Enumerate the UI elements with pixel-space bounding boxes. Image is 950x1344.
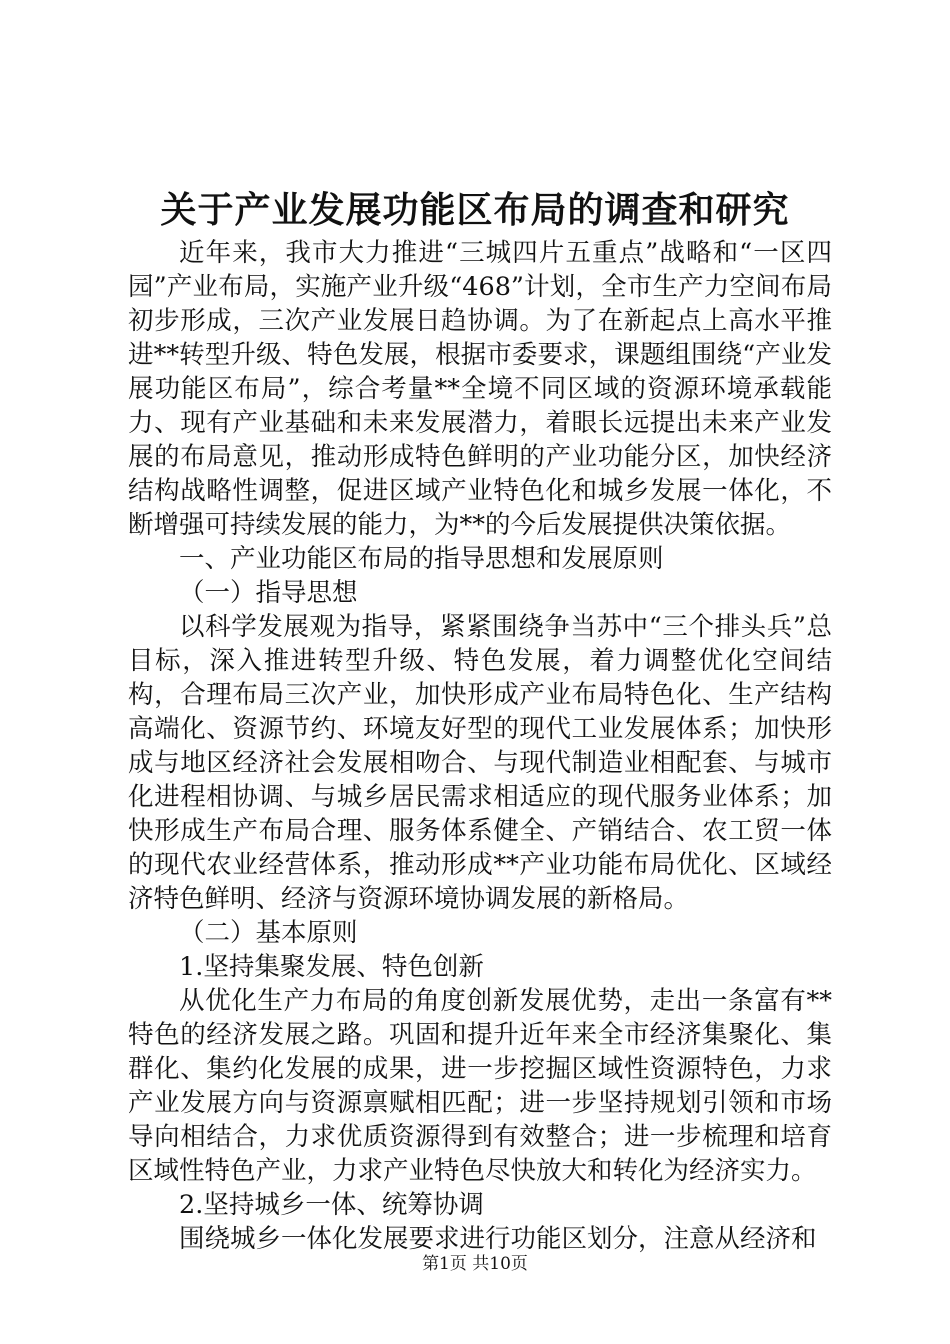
document-title: 关于产业发展功能区布局的调查和研究	[160, 189, 790, 231]
paragraph-guiding-thought: 以科学发展观为指导，紧紧围绕争当苏中“三个排头兵”总目标，深入推进转型升级、特色发展，着力调整优化空间结构，合理布局三次产业，加快形成产业布局特色化、生产结构高端化、资源节约、环境友好型的现代工业发展体系；加快形成与地区经济社会发展相吻合、与现代制造业相配套、与城市化进程相协调、与城乡居民需求相适应的现代服务业体系；加快形成生产布局合理、服务体系健全、产销结合、农工贸一体的现代农业经营体系，推动形成**产业功能布局优化、区域经济特色鲜明、经济与资源环境协调发展的新格局。	[128, 612, 832, 914]
paragraph-intro: 近年来，我市大力推进“三城四片五重点”战略和“一区四园”产业布局，实施产业升级“468”计划，全市生产力空间布局初步形成，三次产业发展日趋协调。为了在新起点上高水平推进**转型升级、特色发展，根据市委要求，课题组围绕“产业发展功能区布局”，综合考量**全境不同区域的资源环境承载能力、现有产业基础和未来发展潜力，着眼长远提出未来产业发展的布局意见，推动形成特色鲜明的产业功能分区，加快经济结构战略性调整，促进区域产业特色化和城乡发展一体化，不断增强可持续发展的能力，为**的今后发展提供决策依据。	[128, 238, 832, 540]
principle-heading-2: 2.坚持城乡一体、统筹协调	[179, 1190, 484, 1220]
subsection-heading-1: （一）指导思想	[179, 578, 358, 608]
subsection-heading-2: （二）基本原则	[179, 918, 358, 948]
principle-heading-1: 1.坚持集聚发展、特色创新	[179, 952, 484, 982]
paragraph-principle-2: 围绕城乡一体化发展要求进行功能区划分，注意从经济和	[179, 1224, 817, 1254]
document-body	[128, 236, 832, 1256]
page-number-footer: 第1页 共10页	[422, 1254, 528, 1274]
section-heading-1: 一、产业功能区布局的指导思想和发展原则	[179, 544, 664, 574]
paragraph-principle-1: 从优化生产力布局的角度创新发展优势，走出一条富有**特色的经济发展之路。巩固和提升近年来全市经济集聚化、集群化、集约化发展的成果，进一步挖掘区域性资源特色，力求产业发展方向与资源禀赋相匹配；进一步坚持规划引领和市场导向相结合，力求优质资源得到有效整合；进一步梳理和培育区域性特色产业，力求产业特色尽快放大和转化为经济实力。	[128, 986, 832, 1186]
